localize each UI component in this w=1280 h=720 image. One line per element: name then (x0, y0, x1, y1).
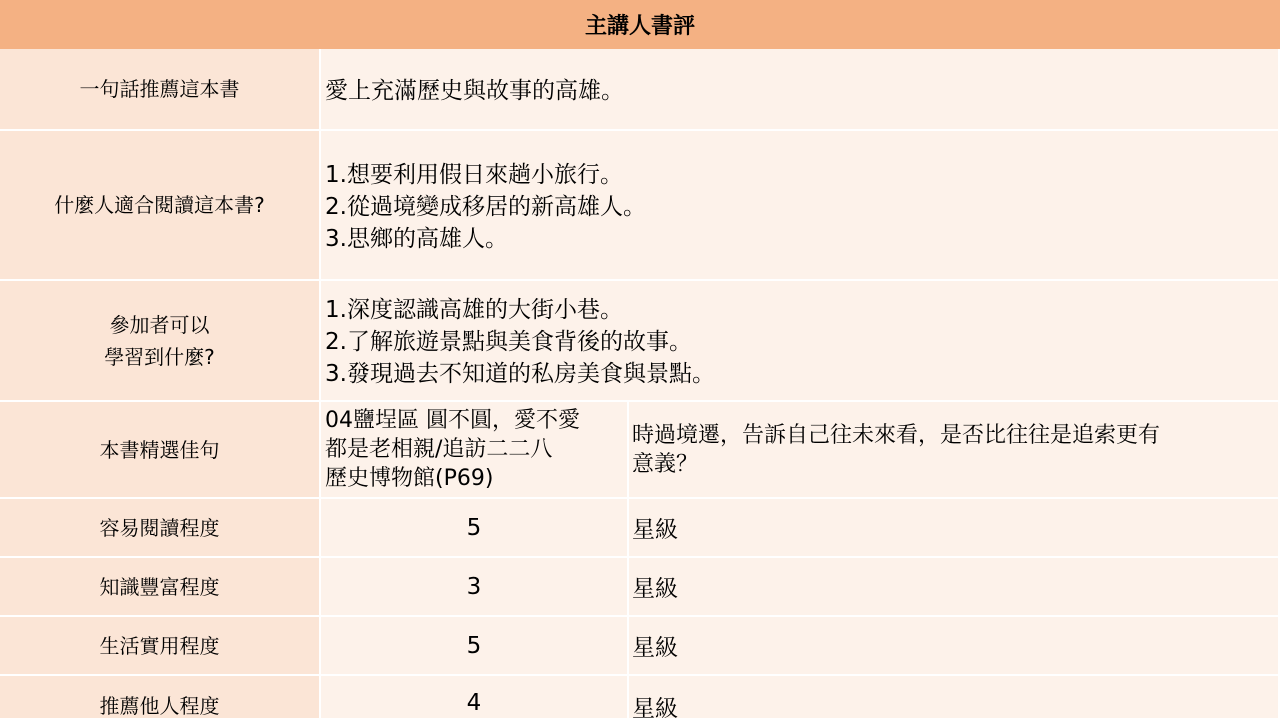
row-content (321, 131, 1280, 281)
row-content (321, 281, 1280, 402)
rating-unit: 星級 (629, 676, 1280, 720)
list-item: 2.了解旅遊景點與美食背後的故事。 (325, 329, 692, 355)
rating-score: 4 (321, 676, 629, 720)
row-label: 什麼人適合閱讀這本書? (0, 131, 321, 281)
table-row-quote (0, 402, 1280, 499)
header-title: 主講人書評 (584, 14, 695, 39)
row-label: 知識豐富程度 (0, 558, 321, 617)
list-item: 3.發現過去不知道的私房美食與景點。 (325, 361, 715, 387)
rating-score: 5 (321, 499, 629, 558)
table-row-rating-readability (0, 499, 1280, 558)
row-label: 推薦他人程度 (0, 676, 321, 720)
row-label: 本書精選佳句 (0, 402, 321, 499)
table-row-rating-recommend (0, 676, 1280, 720)
row-label: 參加者可以 學習到什麼? (0, 281, 321, 402)
row-content: 愛上充滿歷史與故事的高雄。 (321, 49, 1280, 131)
list-item: 1.想要利用假日來趟小旅行。 (325, 162, 623, 188)
row-label: 生活實用程度 (0, 617, 321, 676)
table-row-rating-knowledge (0, 558, 1280, 617)
quote-text: 時過境遷，告訴自己往未來看，是否比往往是追索更有 意義？ (629, 402, 1280, 499)
list-item: 3.思鄉的高雄人。 (325, 226, 508, 252)
rating-unit: 星級 (629, 617, 1280, 676)
rating-unit: 星級 (629, 499, 1280, 558)
rating-score: 3 (321, 558, 629, 617)
row-label: 一句話推薦這本書 (0, 49, 321, 131)
row-label: 容易閱讀程度 (0, 499, 321, 558)
table-row-recommend (0, 49, 1280, 131)
table-row-audience (0, 131, 1280, 281)
list-item: 2.從過境變成移居的新高雄人。 (325, 194, 646, 220)
rating-score: 5 (321, 617, 629, 676)
list-item: 1.深度認識高雄的大街小巷。 (325, 297, 623, 323)
table-header (0, 0, 1280, 49)
table-row-learning (0, 281, 1280, 402)
quote-source: 04鹽埕區 圓不圓，愛不愛 都是老相親/追訪二二八 歷史博物館(P69) (321, 402, 629, 499)
table-row-rating-practical (0, 617, 1280, 676)
rating-unit: 星級 (629, 558, 1280, 617)
